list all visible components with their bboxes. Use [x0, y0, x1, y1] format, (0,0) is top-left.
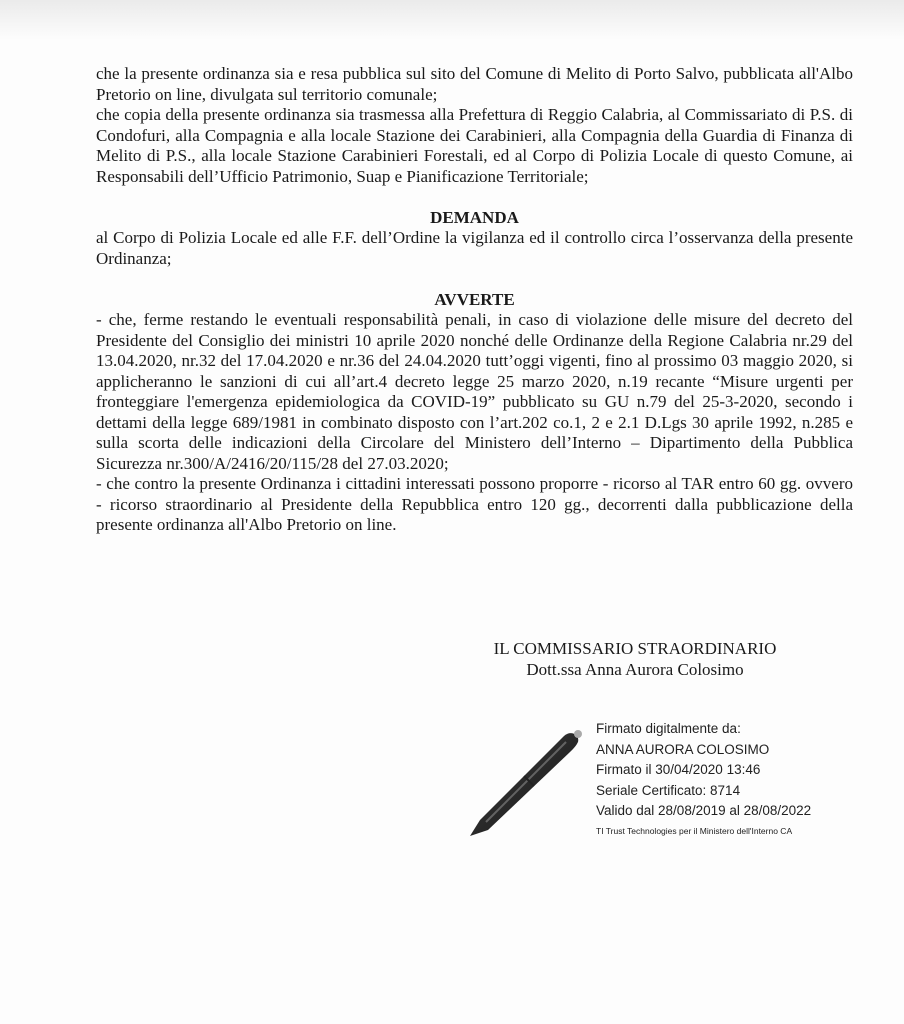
- document-body: [96, 64, 853, 536]
- digital-signature-label: Firmato digitalmente da:: [596, 721, 741, 736]
- digital-signature-signer: ANNA AURORA COLOSIMO: [596, 741, 770, 757]
- digital-signature-serial: Seriale Certificato: 8714: [596, 782, 741, 798]
- digital-signature-stamp: [596, 719, 876, 838]
- signatory-title: IL COMMISSARIO STRAORDINARIO: [493, 639, 777, 658]
- heading-demanda: DEMANDA: [430, 207, 519, 227]
- scan-shadow: [0, 0, 904, 40]
- digital-signature-issuer: TI Trust Technologies per il Ministero dell'Interno CA: [596, 825, 793, 836]
- paragraph-transmission: che copia della presente ordinanza sia trasmessa alla Prefettura di Reggio Calabria, al Commissariato di P.S. di Condofuri, alla Compagnia e alla locale Stazione dei Carabinieri, alla Compagnia della Guardia di Finanza di Melito di P.S., alla locale Stazione Carabinieri Forestali, ed al Corpo di Polizia Locale di questo Comune, ai Responsabili dell’Ufficio Patrimonio, Suap e Pianificazione Territoriale;: [96, 105, 853, 186]
- signature-block: [470, 638, 800, 680]
- digital-signature-validity: Valido dal 28/08/2019 al 28/08/2022: [596, 803, 812, 818]
- digital-signature-date: Firmato il 30/04/2020 13:46: [596, 762, 761, 777]
- paragraph-avverte-ricorso: - che contro la presente Ordinanza i cittadini interessati possono proporre - ricorso al TAR entro 60 gg. ovvero - ricorso straordinario al Presidente della Repubblica entro 120 gg., decorrenti dalla pubblicazione della presente ordinanza all'Albo Pretorio on line.: [96, 474, 853, 534]
- paragraph-demanda: al Corpo di Polizia Locale ed alle F.F. dell’Ordine la vigilanza ed il controllo circa l’osservanza della presente Ordinanza;: [96, 228, 853, 268]
- pen-icon: [466, 718, 591, 843]
- heading-avverte: AVVERTE: [434, 289, 515, 309]
- paragraph-publication: che la presente ordinanza sia e resa pubblica sul sito del Comune di Melito di Porto Salvo, pubblicata all'Albo Pretorio on line, divulgata sul territorio comunale;: [96, 64, 853, 104]
- signatory-name: Dott.ssa Anna Aurora Colosimo: [526, 660, 744, 679]
- paragraph-avverte-sanzioni: - che, ferme restando le eventuali responsabilità penali, in caso di violazione delle misure del decreto del Presidente del Consiglio dei ministri 10 aprile 2020 nonché delle Ordinanze della Regione Calabria nr.29 del 13.04.2020, nr.32 del 17.04.2020 e nr.36 del 24.04.2020 tutt’oggi vigenti, fino al prossimo 03 maggio 2020, si applicheranno le sanzioni di cui all’art.4 decreto legge 25 marzo 2020, n.19 recante “Misure urgenti per fronteggiare l'emergenza epidemiologica da COVID-19” pubblicato su GU n.79 del 25-3-2020, secondo i dettami della legge 689/1981 in combinato disposto con l’art.202 co.1, 2 e 2.1 D.Lgs 30 aprile 1992, n.285 e sulla scorta delle indicazioni della Circolare del Ministero dell’Interno – Dipartimento della Pubblica Sicurezza nr.300/A/2416/20/115/28 del 27.03.2020;: [96, 310, 853, 473]
